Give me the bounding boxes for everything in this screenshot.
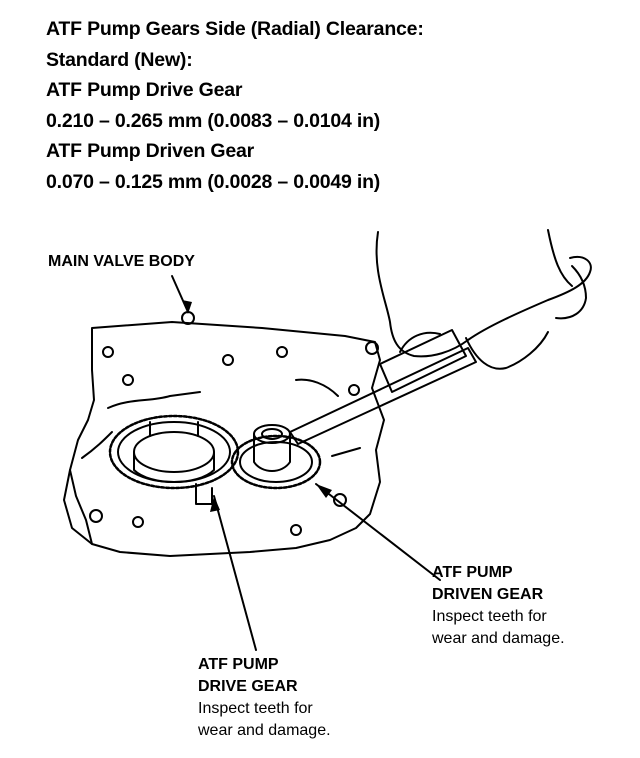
bolt-hole xyxy=(123,375,133,385)
bolt-hole xyxy=(90,510,102,522)
hand-drawing xyxy=(556,266,586,318)
hand-drawing xyxy=(377,232,591,356)
label-drive-gear xyxy=(198,654,331,742)
driven-gear-label-line1: ATF PUMP xyxy=(432,564,513,581)
drive-gear-label-line2: DRIVE GEAR xyxy=(198,678,298,695)
label-main-valve-body: MAIN VALVE BODY xyxy=(48,253,195,270)
driven-gear-label-line2: DRIVEN GEAR xyxy=(432,586,544,603)
valve-channel xyxy=(332,448,360,456)
hand-drawing xyxy=(466,332,548,369)
spec-standard: Standard (New): xyxy=(46,48,193,71)
valve-channel xyxy=(82,432,112,458)
spec-drive-gear-heading: ATF Pump Drive Gear xyxy=(46,79,243,101)
driven-gear-drawing xyxy=(232,425,320,488)
valve-body-edge xyxy=(64,470,92,544)
valve-channel xyxy=(108,392,200,408)
bolt-hole xyxy=(133,517,143,527)
spec-drive-gear-value: 0.210 – 0.265 mm (0.0083 – 0.0104 in) xyxy=(46,109,381,132)
hand-drawing xyxy=(548,230,572,286)
drive-gear-drawing xyxy=(110,416,238,504)
spec-driven-gear-value: 0.070 – 0.125 mm (0.0028 – 0.0049 in) xyxy=(46,170,381,193)
spec-driven-gear-heading: ATF Pump Driven Gear xyxy=(46,140,255,162)
bolt-hole xyxy=(291,525,301,535)
driven-gear-note-line2: wear and damage. xyxy=(432,630,565,647)
leader-drive-gear xyxy=(214,496,256,650)
bolt-hole xyxy=(223,355,233,365)
hand-drawing xyxy=(400,333,440,352)
drive-gear-note-line2: wear and damage. xyxy=(198,722,331,739)
valve-body-outline xyxy=(70,322,384,556)
driven-gear-note-line1: Inspect teeth for xyxy=(432,608,547,625)
drive-gear-label-line1: ATF PUMP xyxy=(198,656,279,673)
valve-channel xyxy=(296,380,338,396)
spec-title: ATF Pump Gears Side (Radial) Clearance: xyxy=(46,18,424,40)
drive-gear-note-line1: Inspect teeth for xyxy=(198,700,313,717)
leader-driven-gear xyxy=(316,484,440,580)
arrowhead xyxy=(316,484,332,498)
label-driven-gear xyxy=(432,562,565,650)
bolt-hole xyxy=(103,347,113,357)
bolt-hole xyxy=(349,385,359,395)
bolt-hole xyxy=(277,347,287,357)
